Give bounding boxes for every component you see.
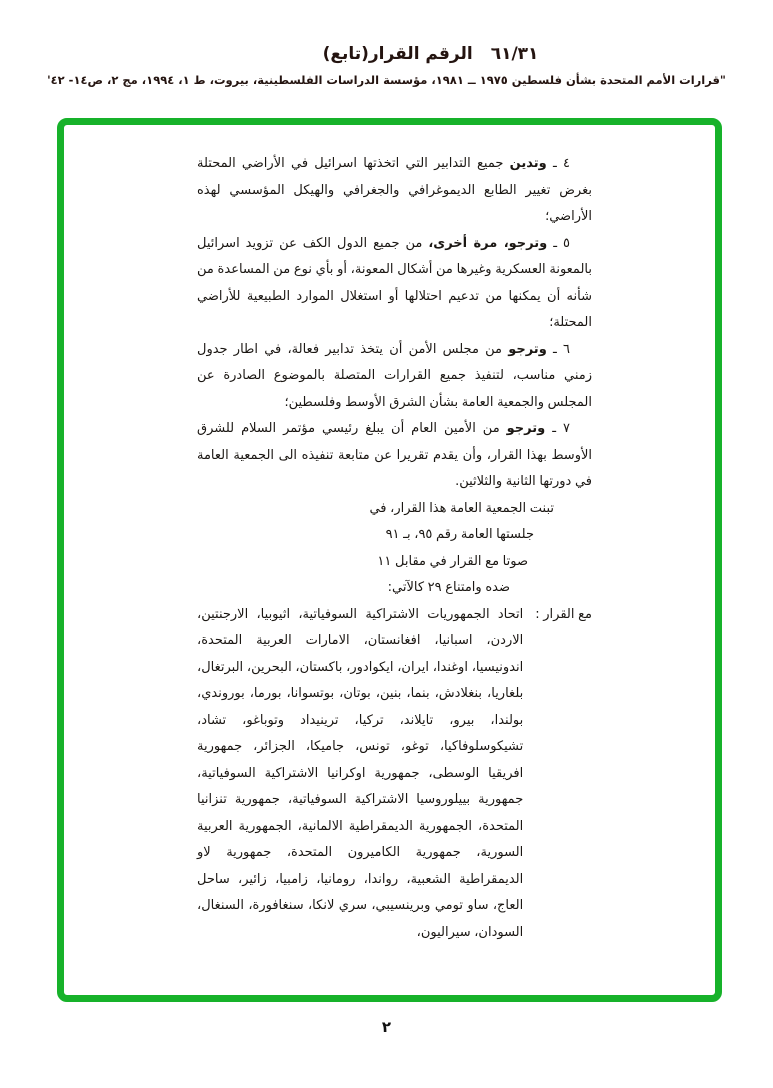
paragraph-segment: من مجلس الأمن أن يتخذ تدابير فعالة، في اطار جدول زمني مناسب، لتنفيذ جميع القرارات المتصلة بالموضوع الصادرة عن المجلس والجمعية العامة بشأن الشرق الأوسط وفلسطين؛ [197,341,592,410]
resolution-title-words: الرقم القرار(تابع) [322,44,473,64]
vote-summary-line: صوتا مع القرار في مقابل ١١ [377,553,528,569]
page-number: ٢ [381,1018,392,1036]
vote-in-favour-row [197,602,592,947]
paragraph-segment: من جميع الدول الكف عن تزويد اسرائيل بالمعونة العسكرية وغيرها من أشكال المعونة، أو بأي نوع من المساعدة من شأنه أن يمكنها من تدعيم احتلالها أو استغلال الموارد الطبيعية للأراضي المحتلة؛ [197,235,592,330]
paragraph-segment: ٦ ـ [546,341,571,357]
paragraph [197,151,592,231]
vote-in-favour-label: مع القرار : [535,606,592,622]
paragraph-bold-segment: وتدين [509,156,547,171]
vote-summary-line: جلستها العامة رقم ٩٥، بـ ٩١ [385,527,534,542]
paragraph-segment: من الأمين العام أن يبلغ رئيسي مؤتمر السلام للشرق الأوسط بهذا القرار، وأن يقدم تقريرا عن متابعة تنفيذه الى الجمعية العامة في دورتها الثانية والثلاثين. [197,421,592,489]
page-title [44,44,773,64]
resolution-number: ٦١/٣١ [490,44,539,64]
document-text-column [64,125,715,995]
paragraph-segment: جميع التدابير التي اتخذتها اسرائيل في الأراضي المحتلة بغرض تغيير الطابع الديموغرافي والجغرافي والهيكل المؤسسي لهذه الأراضي؛ [197,156,592,224]
source-citation: "قرارات الأمم المتحدة بشأن فلسطين ١٩٧٥ ــ ١٩٨١، مؤسسة الدراسات الفلسطينية، بيروت، ط ١، ١٩٩٤، مج ٢، ص١٤- ٤٢' [47,73,726,87]
paragraph-segment: ٤ ـ [546,156,570,171]
vote-summary [197,496,592,602]
paragraph-bold-segment: وترجو، مرة أخرى، [428,235,548,251]
vote-summary-line: ضده وامتناع ٢٩ كالآتي: [387,580,510,595]
paragraph-bold-segment: وترجو [508,341,547,357]
vote-summary-line: تبنت الجمعية العامة هذا القرار، في [369,500,554,516]
paragraph [197,416,592,496]
resolution-paragraphs [197,151,592,496]
paragraph-bold-segment: وترجو [506,421,546,436]
paragraph-segment: ٧ ـ [545,421,570,436]
vote-in-favour-country-list: اتحاد الجمهوريات الاشتراكية السوفياتية، اثيوبيا، الارجنتين، الاردن، اسبانيا، افغانستان، الامارات العربية المتحدة، اندونيسيا، اوغندا، ايران، ايكوادور، باكستان، البحرين، البرتغال، بلغاريا، بنغلادش، بنما، بنين، بوتان، بوتسوانا، بورما، بوروندي، بولندا، بيرو، تايلاند، تركيا، ترينيداد وتوباغو، تشاد، تشيكوسلوفاكيا، توغو، تونس، جاميكا، الجزائر، جمهورية افريقيا الوسطى، جمهورية اوكرانيا الاشتراكية السوفياتية، جمهورية بييلوروسيا الاشتراكية السوفياتية، جمهورية تنزانيا المتحدة، الجمهورية الديمقراطية الالمانية، الجمهورية العربية السورية، جمهورية الكاميرون المتحدة، جمهورية لاو الديمقراطية الشعبية، رواندا، رومانيا، زامبيا، زائير، ساحل العاج، ساو تومي وبرينسيبي، سري لانكا، سنغافورة، السنغال، السودان، سيراليون، [197,606,524,940]
paragraph [197,337,592,417]
page-header [0,44,773,87]
paragraph [197,231,592,337]
paragraph-segment: ٥ ـ [547,235,570,251]
